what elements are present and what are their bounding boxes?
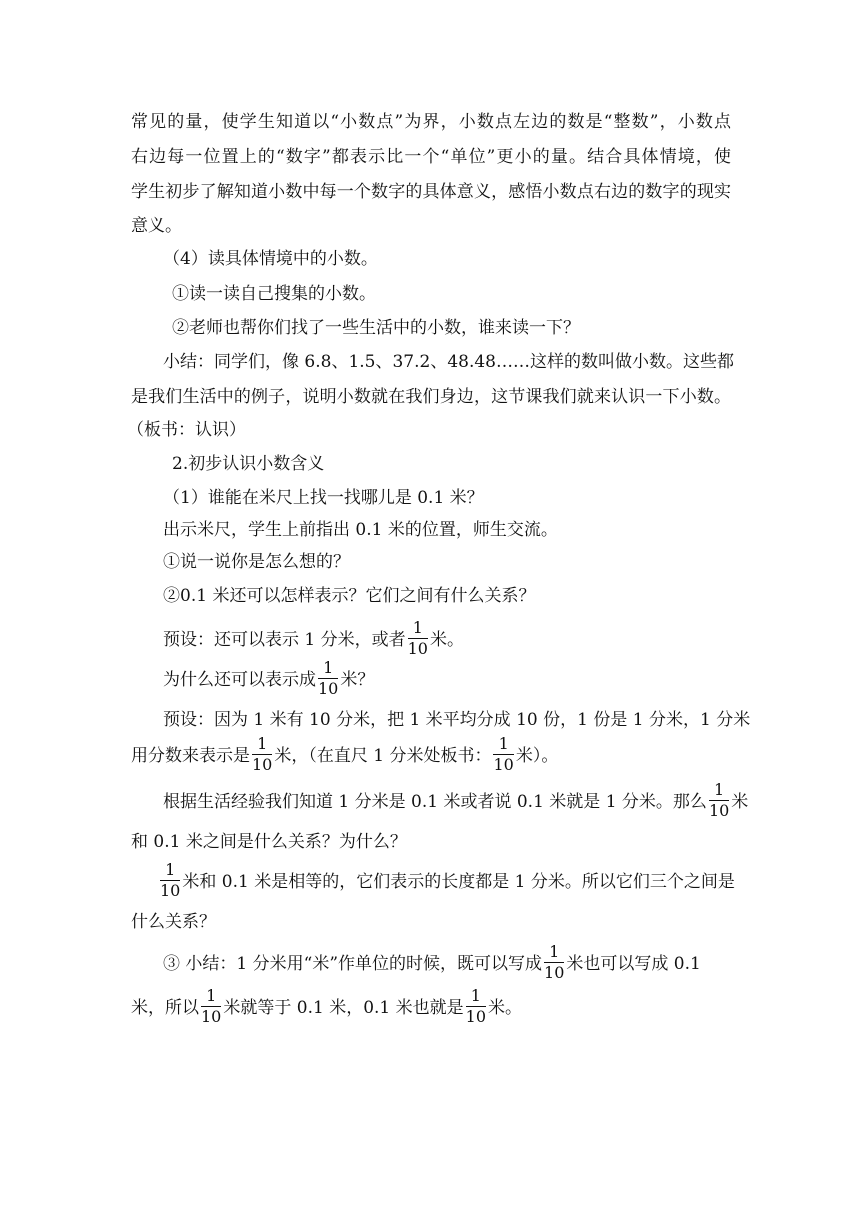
paragraph-line: 常见的量，使学生知道以“小数点”为界，小数点左边的数是“整数”，小数点 bbox=[131, 112, 731, 132]
section-title: 2.初步认识小数含义 bbox=[172, 454, 325, 474]
text-span: 米。 bbox=[488, 998, 523, 1018]
fraction bbox=[493, 736, 513, 773]
paragraph-line: 学生初步了解知道小数中每一个数字的具体意义，感悟小数点右边的数字的现实 bbox=[131, 182, 731, 202]
fraction-numerator: 1 bbox=[318, 660, 338, 679]
paragraph-line bbox=[163, 780, 749, 820]
fraction-denominator: 10 bbox=[201, 1007, 222, 1026]
text-span: 根据生活经验我们知道 1 分米是 0.1 米或者说 0.1 米就是 1 分米。那么 bbox=[163, 792, 707, 812]
fraction-numerator: 1 bbox=[709, 782, 729, 801]
fraction bbox=[544, 944, 564, 981]
text-span: 米和 0.1 米是相等的，它们表示的长度都是 1 分米。所以它们三个之间是 bbox=[182, 872, 735, 892]
text-span: 米也可以写成 0.1 bbox=[566, 954, 701, 974]
fraction-denominator: 10 bbox=[465, 1007, 487, 1026]
preset-line: 预设：因为 1 米有 10 分米，把 1 米平均分成 10 份，1 份是 1 分米，1 分米 bbox=[163, 710, 751, 730]
fraction-numerator: 1 bbox=[493, 736, 513, 755]
fraction-numerator: 1 bbox=[544, 944, 564, 963]
paragraph-line: 什么关系？ bbox=[131, 912, 216, 932]
fraction-denominator: 10 bbox=[318, 679, 339, 698]
text-span: 米？ bbox=[340, 670, 375, 690]
text-span: ③ 小结：1 分米用“米”作单位的时候，既可以写成 bbox=[163, 954, 543, 974]
fraction bbox=[408, 620, 428, 657]
section-title: （4）读具体情境中的小数。 bbox=[163, 249, 378, 269]
text-span: 米就等于 0.1 米，0.1 米也就是 bbox=[223, 998, 464, 1018]
summary-line bbox=[131, 986, 731, 1026]
fraction-denominator: 10 bbox=[544, 963, 565, 982]
paragraph-line: 意义。 bbox=[131, 216, 182, 236]
text-span: 用分数来表示是 bbox=[131, 746, 250, 766]
fraction-numerator: 1 bbox=[252, 736, 272, 755]
fraction bbox=[318, 660, 338, 697]
fraction-numerator: 1 bbox=[160, 862, 180, 881]
fraction-numerator: 1 bbox=[201, 988, 221, 1007]
summary-line bbox=[163, 942, 731, 982]
text-span: 预设：还可以表示 1 分米，或者 bbox=[163, 630, 406, 650]
list-item: ②老师也帮你们找了一些生活中的小数，谁来读一下？ bbox=[172, 318, 580, 338]
fraction bbox=[252, 736, 272, 773]
text-span: 米，所以 bbox=[131, 998, 199, 1018]
fraction-denominator: 10 bbox=[160, 881, 181, 900]
fraction-numerator: 1 bbox=[466, 988, 486, 1007]
fraction-denominator: 10 bbox=[252, 755, 273, 774]
fraction bbox=[709, 782, 729, 819]
paragraph-line: 出示米尺，学生上前指出 0.1 米的位置，师生交流。 bbox=[163, 520, 558, 540]
text-span: 米。 bbox=[429, 630, 464, 650]
text-span: 米）。 bbox=[515, 746, 559, 766]
fraction-denominator: 10 bbox=[708, 801, 730, 820]
fraction bbox=[466, 988, 486, 1025]
question: （1）谁能在米尺上找一找哪儿是 0.1 米？ bbox=[163, 488, 484, 508]
list-item: ①说一说你是怎么想的？ bbox=[163, 552, 350, 572]
list-item: ①读一读自己搜集的小数。 bbox=[172, 284, 376, 304]
text-span: 米 bbox=[731, 792, 749, 812]
text-span: 为什么还可以表示成 bbox=[163, 670, 316, 690]
question-line bbox=[163, 658, 763, 698]
paragraph-line: 和 0.1 米之间是什么关系？为什么？ bbox=[131, 832, 407, 852]
fraction bbox=[160, 862, 180, 899]
summary-line: 小结：同学们，像 6.8、1.5、37.2、48.48……这样的数叫做小数。这些都 bbox=[163, 352, 734, 372]
preset-line bbox=[163, 618, 763, 658]
fraction-denominator: 10 bbox=[493, 755, 514, 774]
text-span: 米，（在直尺 1 分米处板书： bbox=[274, 746, 492, 766]
summary-line: 是我们生活中的例子，说明小数就在我们身边，这节课我们就来认识一下小数。 bbox=[131, 387, 731, 407]
fraction-numerator: 1 bbox=[408, 620, 428, 639]
fraction bbox=[201, 988, 221, 1025]
preset-line bbox=[131, 734, 731, 774]
paragraph-line bbox=[158, 860, 735, 900]
paragraph-line: 右边每一位置上的“数字”都表示比一个“单位”更小的量。结合具体情境，使 bbox=[131, 147, 731, 167]
fraction-denominator: 10 bbox=[407, 639, 428, 658]
summary-line: （板书：认识） bbox=[127, 420, 246, 440]
list-item: ②0.1 米还可以怎样表示？它们之间有什么关系？ bbox=[163, 586, 536, 606]
